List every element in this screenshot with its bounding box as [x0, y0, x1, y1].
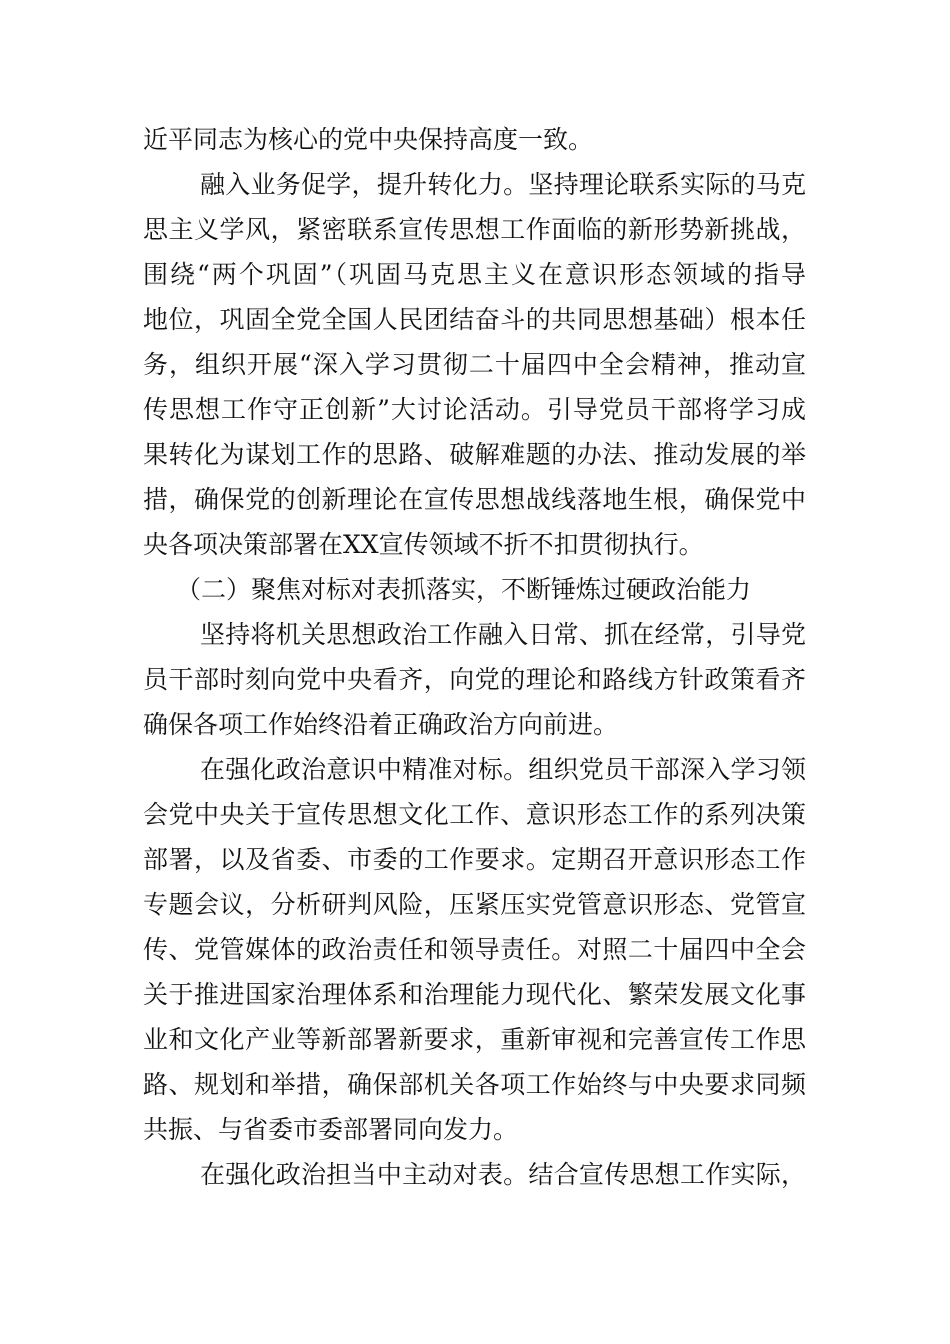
text-line: 共振、与省委市委部署同向发力。: [143, 1115, 519, 1144]
text-line: 传思想工作守正创新”大讨论活动。引导党员干部将学习成: [143, 395, 806, 424]
text-line: 专题会议，分析研判风险，压紧压实党管意识形态、党管宣: [143, 890, 806, 919]
text-line: 业和文化产业等新部署新要求，重新审视和完善宣传工作思: [143, 1025, 806, 1054]
text-line: 近平同志为核心的党中央保持高度一致。: [143, 125, 594, 154]
text-line: 围绕“两个巩固”（巩固马克思主义在意识形态领域的指导: [143, 260, 806, 289]
text-line: 地位，巩固全党全国人民团结奋斗的共同思想基础）根本任: [143, 305, 806, 334]
text-line: 部署，以及省委、市委的工作要求。定期召开意识形态工作: [143, 845, 806, 874]
text-line: 措，确保党的创新理论在宣传思想战线落地生根，确保党中: [143, 485, 806, 514]
text-line: 融入业务促学，提升转化力。坚持理论联系实际的马克: [200, 170, 806, 199]
text-line: 在强化政治意识中精准对标。组织党员干部深入学习领: [200, 755, 806, 784]
text-line: 务，组织开展“深入学习贯彻二十届四中全会精神，推动宣: [143, 350, 806, 379]
text-line: 果转化为谋划工作的思路、破解难题的办法、推动发展的举: [143, 440, 806, 469]
text-line: 坚持将机关思想政治工作融入日常、抓在经常，引导党: [200, 620, 806, 649]
text-line: 央各项决策部署在XX宣传领域不折不扣贯彻执行。: [143, 530, 704, 559]
text-line: 思主义学风，紧密联系宣传思想工作面临的新形势新挑战，: [143, 215, 806, 244]
text-line: 在强化政治担当中主动对表。结合宣传思想工作实际，: [200, 1160, 806, 1189]
text-line: 路、规划和举措，确保部机关各项工作始终与中央要求同频: [143, 1070, 806, 1099]
text-line: 传、党管媒体的政治责任和领导责任。对照二十届四中全会: [143, 935, 806, 964]
text-line: 关于推进国家治理体系和治理能力现代化、繁荣发展文化事: [143, 980, 806, 1009]
text-line: 员干部时刻向党中央看齐，向党的理论和路线方针政策看齐: [143, 665, 806, 694]
text-line: 确保各项工作始终沿着正确政治方向前进。: [143, 710, 619, 739]
text-line: 会党中央关于宣传思想文化工作、意识形态工作的系列决策: [143, 800, 806, 829]
section-heading: （二）聚焦对标对表抓落实，不断锤炼过硬政治能力: [176, 575, 752, 604]
